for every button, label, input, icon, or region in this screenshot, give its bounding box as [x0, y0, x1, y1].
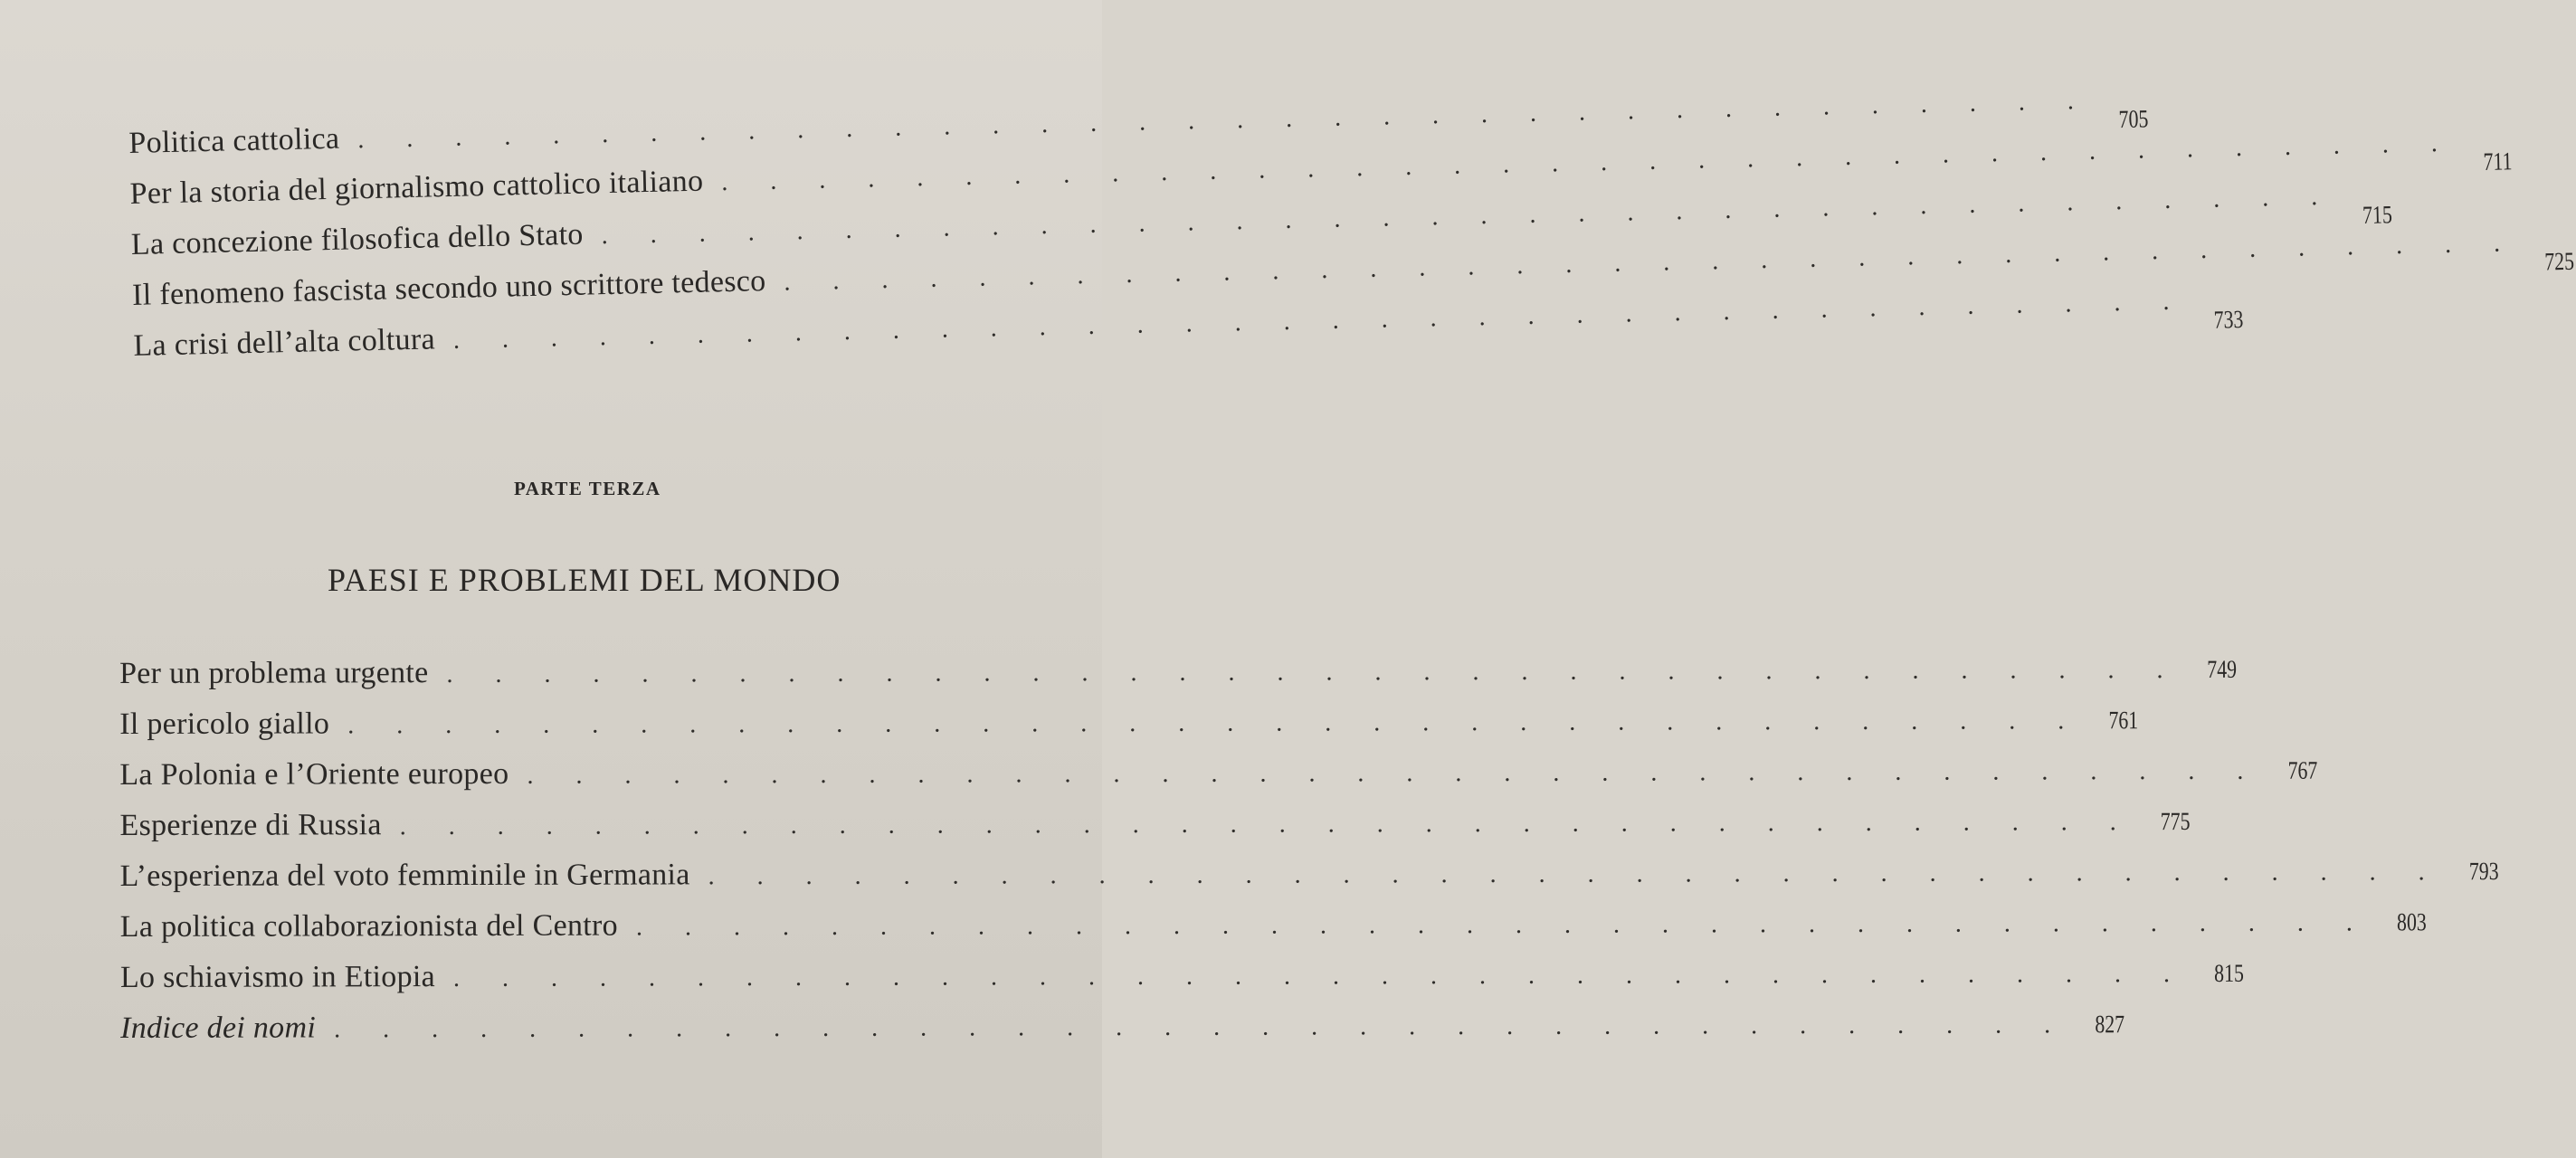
toc-entry-page: 815: [2214, 959, 2245, 988]
dot-leader: . . . . . . . . . . . . . . . . . . . . . . . . . . . . . . . . . . . .: [452, 960, 2189, 993]
section-label: PARTE TERZA: [514, 478, 661, 499]
toc-entry-page: 705: [2118, 105, 2149, 135]
toc-entry-page: 761: [2108, 707, 2139, 736]
toc-entry-page: 827: [2095, 1011, 2125, 1039]
toc-entry: [119, 959, 2245, 1013]
toc-entry-title: Lo schiavismo in Etiopia: [119, 960, 436, 994]
toc-entry-title: La concezione filosofica dello Stato: [130, 217, 585, 261]
dot-leader: . . . . . . . . . . . . . . . . . . . . . . . . . . . . . . . . . . . .: [356, 86, 2093, 155]
dot-leader: . . . . . . . . . . . . . . . . . . . . . . . . . . . . . . . . . . . .: [446, 656, 2182, 689]
toc-entry-page: 715: [2362, 201, 2393, 231]
toc-entry-page: 711: [2483, 147, 2513, 176]
toc-entry-page: 767: [2287, 756, 2318, 785]
toc-list-part-three: [119, 655, 2499, 1064]
dot-leader: . . . . . . . . . . . . . . . . . . . . . . . . . . . . . . . . . . . .: [784, 229, 2519, 297]
dot-leader: . . . . . . . . . . . . . . . . . . . . . . . . . . . . . . . . . . . .: [635, 908, 2371, 942]
toc-entry-title: Per la storia del giornalismo cattolico italiano: [129, 164, 704, 211]
toc-entry-page: 775: [2160, 808, 2191, 837]
toc-entry: [119, 707, 2139, 760]
toc-entry: [119, 908, 2427, 963]
toc-entry: [119, 858, 2499, 912]
dot-leader: . . . . . . . . . . . . . . . . . . . . . . . . . . . . . . . . . . . .: [452, 287, 2188, 355]
toc-entry-page: 733: [2213, 306, 2245, 335]
toc-entry: [120, 1011, 2125, 1064]
toc-entry-page: 725: [2544, 247, 2575, 277]
dot-leader: . . . . . . . . . . . . . . . . . . . . . . . . . . . . . . . . . . . .: [334, 1011, 2069, 1044]
toc-entry-page: 749: [2207, 655, 2238, 684]
toc-entry-title: Esperienze di Russia: [119, 808, 382, 842]
toc-entry-title: Per un problema urgente: [119, 656, 429, 690]
dot-leader: . . . . . . . . . . . . . . . . . . . . . . . . . . . . . . . . . . . .: [347, 707, 2083, 740]
dot-leader: . . . . . . . . . . . . . . . . . . . . . . . . . . . . . . . . . . . .: [720, 128, 2457, 197]
toc-entry-page: 803: [2397, 908, 2427, 937]
dot-leader: . . . . . . . . . . . . . . . . . . . . . . . . . . . . . . . . . . . .: [601, 182, 2336, 251]
toc-entry-title: La Polonia e l’Oriente europeo: [119, 756, 509, 792]
toc-list-part-two: [128, 86, 2575, 382]
toc-entry-title: Il fenomeno fascista secondo uno scrittore tedesco: [131, 264, 766, 312]
toc-entry: [119, 756, 2318, 811]
dot-leader: . . . . . . . . . . . . . . . . . . . . . . . . . . . . . . . . . . . .: [708, 858, 2443, 891]
toc-entry-title: La crisi dell’alta coltura: [133, 322, 436, 363]
toc-entry: [119, 808, 2191, 861]
dot-leader: . . . . . . . . . . . . . . . . . . . . . . . . . . . . . . . . . . . .: [527, 756, 2262, 790]
toc-entry-title: Indice dei nomi: [120, 1011, 317, 1045]
toc-entry-title: La politica collaborazionista del Centro: [119, 908, 618, 944]
toc-entry-title: Politica cattolica: [128, 121, 340, 160]
toc-entry-title: Il pericolo giallo: [119, 707, 330, 741]
section-title: PAESI E PROBLEMI DEL MONDO: [328, 562, 841, 598]
dot-leader: . . . . . . . . . . . . . . . . . . . . . . . . . . . . . . . . . . . .: [399, 808, 2134, 841]
toc-entry: [119, 655, 2238, 709]
toc-entry-title: L’esperienza del voto femminile in Germania: [119, 858, 690, 893]
toc-entry-page: 793: [2468, 858, 2499, 887]
